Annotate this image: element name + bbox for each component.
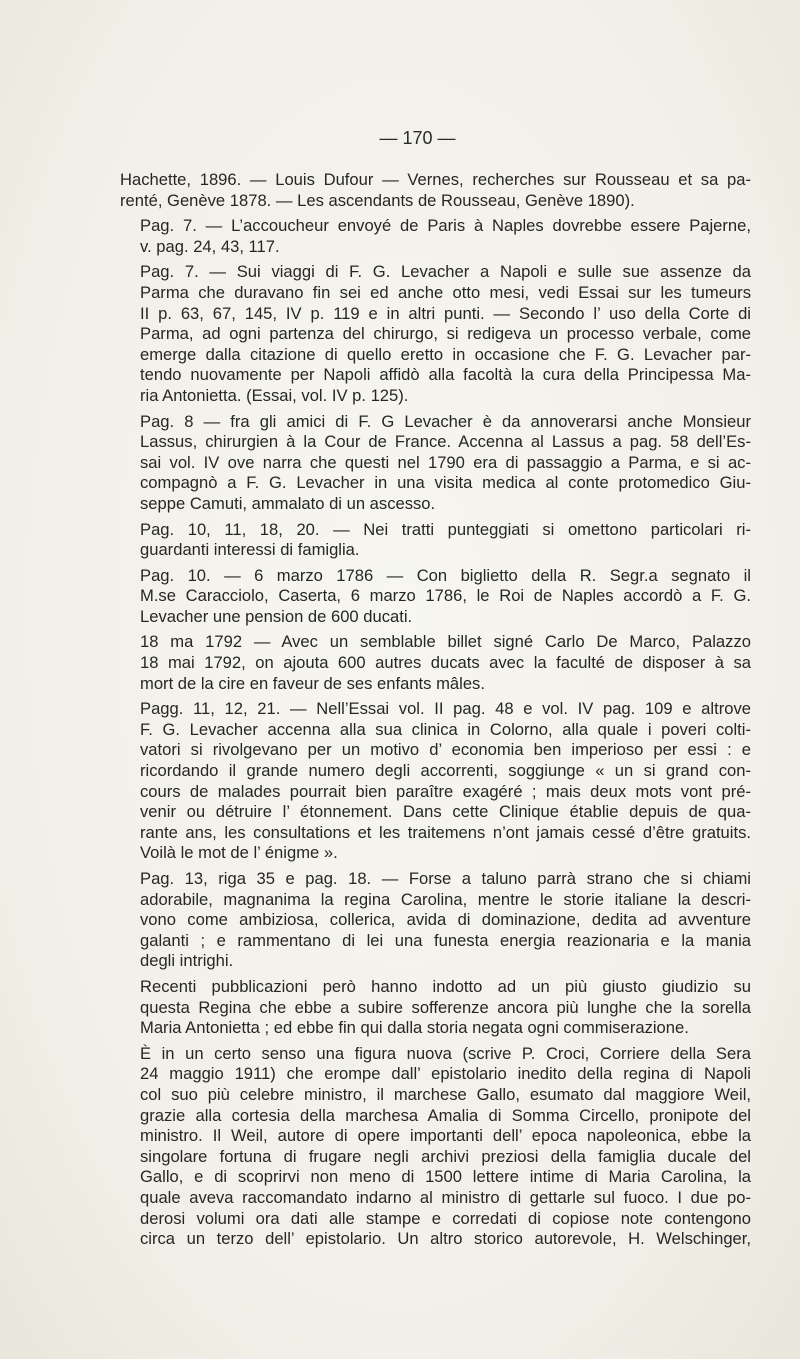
text-line: emerge dalla citazione di quello eretto in occasione che F. G. Levacher par- (140, 344, 751, 364)
paragraph (120, 412, 751, 515)
paragraph (120, 1044, 751, 1250)
text-line: Pag. 10, 11, 18, 20. — Nei tratti punteggiati si omettono particolari ri- (140, 519, 751, 539)
text-line: degli intrighi. (140, 951, 234, 971)
text-line: Levacher une pension de 600 ducati. (140, 606, 413, 626)
text-line: vono come ambiziosa, collerica, avida di dominazione, dedita ad avventure (140, 910, 751, 930)
text-line: Lassus, chirurgien à la Cour de France. Accenna al Lassus a pag. 58 dell’Es- (140, 432, 751, 452)
text-line: Parma, ad ogni partenza del chirurgo, si redigeva un processo verbale, come (140, 324, 751, 344)
text-line: tendo nuovamente per Napoli affidò alla facoltà la cura della Principessa Ma- (140, 365, 751, 385)
text-line: ria Antonietta. (Essai, vol. IV p. 125). (140, 385, 409, 405)
text-line: Parma che duravano fin sei ed anche otto mesi, vedi Essai sur les tumeurs (140, 282, 751, 302)
body-text (120, 170, 751, 1255)
paragraph (120, 170, 751, 211)
text-line: singolare fortuna di frugare negli archivi preziosi della famiglia ducale del (140, 1146, 751, 1166)
paragraph (120, 977, 751, 1039)
paragraph (120, 699, 751, 864)
page-number: — 170 — (379, 128, 456, 148)
text-line: galanti ; e rammentano di lei una funesta energia reazionaria e la mania (140, 930, 751, 950)
paragraph (120, 262, 751, 406)
text-line: II p. 63, 67, 145, IV p. 119 e in altri punti. — Secondo l’ uso della Corte di (140, 303, 751, 323)
text-line: adorabile, magnanima la regina Carolina, mentre le storie italiane la descri- (140, 889, 751, 909)
text-line: 24 maggio 1911) che erompe dall’ epistolario inedito della regina di Napoli (140, 1064, 751, 1084)
paragraph (120, 632, 751, 694)
text-line: v. pag. 24, 43, 117. (140, 236, 280, 256)
paragraph (120, 566, 751, 628)
text-line: quale aveva raccomandato indarno al ministro di gettarle sul fuoco. I due po- (140, 1187, 751, 1207)
text-line: questa Regina che ebbe a subire sofferenze ancora più lunghe che la sorella (140, 997, 751, 1017)
text-line: Hachette, 1896. — Louis Dufour — Vernes, recherches sur Rousseau et sa pa- (120, 170, 751, 189)
text-line: Recenti pubblicazioni però hanno indotto ad un più giusto giudizio su (140, 976, 751, 996)
text-line: 18 ma 1792 — Avec un semblable billet signé Carlo De Marco, Palazzo (140, 632, 751, 652)
text-line: col suo più celebre ministro, il marchese Gallo, esumato dal maggiore Weil, (140, 1084, 751, 1104)
text-line: vatori si rivolgevano per un motivo d’ economia ben imperioso per essi : e (140, 740, 751, 760)
text-line: cours de malades pourrait bien paraître exagéré ; mais deux mots vont pré- (140, 781, 751, 801)
text-line: M.se Caracciolo, Caserta, 6 marzo 1786, le Roi de Naples accordò a F. G. (140, 586, 751, 606)
paragraph (120, 520, 751, 561)
text-line: Pag. 13, riga 35 e pag. 18. — Forse a taluno parrà strano che si chiami (140, 869, 751, 888)
text-line: ministro. Il Weil, autore di opere importanti dell’ epoca napoleonica, ebbe la (140, 1126, 751, 1146)
text-line: Pagg. 11, 12, 21. — Nell’Essai vol. II pag. 48 e vol. IV pag. 109 e altrove (140, 699, 751, 719)
paragraph (120, 216, 751, 257)
text-line: mort de la cire en faveur de ses enfants mâles. (140, 673, 485, 693)
text-line: grazie alla cortesia della marchesa Amalia di Somma Circello, pronipote del (140, 1105, 751, 1125)
text-line: Maria Antonietta ; ed ebbe fin qui dalla storia negata ogni commiserazione. (140, 1018, 689, 1038)
text-line: Pag. 7. — Sui viaggi di F. G. Levacher a Napoli e sulle sue assenze da (140, 262, 751, 282)
text-line: 18 mai 1792, on ajouta 600 autres ducats avec la faculté de disposer à sa (140, 653, 751, 673)
text-line: seppe Camuti, ammalato di un ascesso. (140, 493, 436, 513)
text-line: circa un terzo dell’ epistolario. Un altro storico autorevole, H. Welschinger, (140, 1229, 751, 1249)
text-line: Pag. 8 — fra gli amici di F. G Levacher è da annoverarsi anche Monsieur (140, 411, 751, 431)
text-line: venir ou détruire l’ étonnement. Dans cette Clinique établie depuis de qua- (140, 802, 751, 822)
text-line: Gallo, e di scoprirvi non meno di 1500 lettere intime di Maria Carolina, la (140, 1167, 751, 1187)
text-line: rante ans, les consultations et les traitemens n’ont jamais cessé d’être gratuits. (140, 822, 751, 842)
text-line: compagnò a F. G. Levacher in una visita medica al conte protomedico Giu- (140, 473, 751, 493)
text-line: renté, Genève 1878. — Les ascendants de Rousseau, Genève 1890). (120, 190, 635, 210)
text-line: Pag. 10. — 6 marzo 1786 — Con biglietto della R. Segr.a segnato il (140, 565, 751, 585)
text-line: Voilà le mot de l’ énigme ». (140, 843, 338, 863)
text-line: sai vol. IV ove narra che questi nel 1790 era di passaggio a Parma, e si ac- (140, 452, 751, 472)
paragraph (120, 869, 751, 972)
text-line: F. G. Levacher accenna alla sua clinica in Colorno, alla quale i poveri colti- (140, 719, 751, 739)
text-line: Pag. 7. — L’accoucheur envoyé de Paris à Naples dovrebbe essere Pajerne, (140, 216, 751, 236)
text-line: ricordando il grande numero degli accorrenti, soggiunge « un si grand con- (140, 761, 751, 781)
text-line: guardanti interessi di famiglia. (140, 540, 360, 560)
text-line: È in un certo senso una figura nuova (scrive P. Croci, Corriere della Sera (140, 1043, 751, 1063)
text-line: derosi volumi ora dati alle stampe e corredati di copiose note contengono (140, 1208, 751, 1228)
